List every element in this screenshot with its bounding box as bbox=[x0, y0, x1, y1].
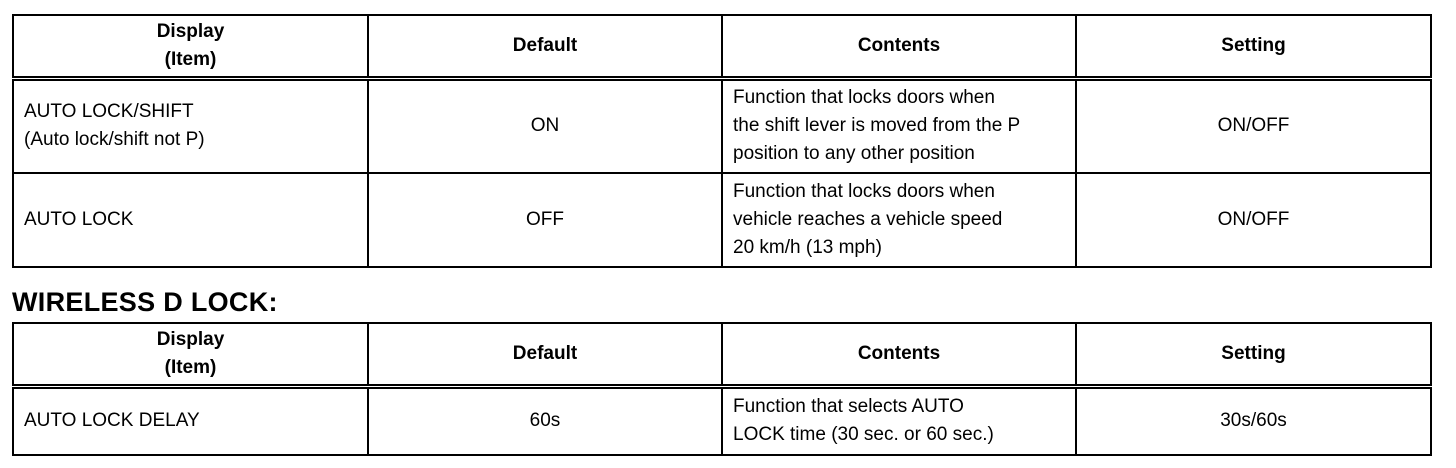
header-display-text: Display bbox=[156, 329, 225, 350]
display-item-name: AUTO LOCK bbox=[24, 208, 134, 230]
contents-line: the shift lever is moved from the P bbox=[733, 115, 1021, 137]
contents-line: LOCK time (30 sec. or 60 sec.) bbox=[733, 424, 994, 446]
display-item-cell bbox=[13, 79, 368, 173]
table-row bbox=[13, 173, 1431, 267]
setting-cell: ON/OFF bbox=[1076, 173, 1431, 267]
default-header: Default bbox=[368, 323, 722, 387]
wireless-door-lock-table bbox=[12, 322, 1432, 456]
contents-line: Function that locks doors when bbox=[733, 180, 995, 202]
contents-line: Function that selects AUTO bbox=[733, 396, 964, 418]
setting-cell: 30s/60s bbox=[1076, 387, 1431, 455]
header-display-text: Display bbox=[156, 21, 225, 42]
contents-line: Function that locks doors when bbox=[733, 87, 995, 109]
contents-cell bbox=[722, 79, 1076, 173]
default-cell: OFF bbox=[368, 173, 722, 267]
display-item-cell bbox=[13, 387, 368, 455]
contents-line: position to any other position bbox=[733, 143, 975, 165]
display-item-header bbox=[13, 15, 368, 79]
setting-header: Setting bbox=[1076, 15, 1431, 79]
table-header-row bbox=[13, 15, 1431, 79]
contents-line: vehicle reaches a vehicle speed bbox=[733, 208, 1003, 230]
default-header: Default bbox=[368, 15, 722, 79]
contents-line: 20 km/h (13 mph) bbox=[733, 236, 882, 258]
table-row bbox=[13, 387, 1431, 455]
display-item-name: AUTO LOCK/SHIFT bbox=[24, 101, 194, 123]
contents-header: Contents bbox=[722, 323, 1076, 387]
display-item-header bbox=[13, 323, 368, 387]
display-item-name: AUTO LOCK DELAY bbox=[24, 410, 200, 432]
table-row bbox=[13, 79, 1431, 173]
setting-header: Setting bbox=[1076, 323, 1431, 387]
header-item-text: (Item) bbox=[164, 49, 217, 70]
table-header-row bbox=[13, 323, 1431, 387]
contents-cell bbox=[722, 387, 1076, 455]
display-item-note: (Auto lock/shift not P) bbox=[24, 129, 205, 151]
header-item-text: (Item) bbox=[164, 357, 217, 378]
lock-settings-table bbox=[12, 14, 1432, 268]
default-cell: ON bbox=[368, 79, 722, 173]
contents-header: Contents bbox=[722, 15, 1076, 79]
setting-cell: ON/OFF bbox=[1076, 79, 1431, 173]
display-item-cell bbox=[13, 173, 368, 267]
wireless-door-lock-title: WIRELESS D LOCK: bbox=[12, 287, 278, 317]
contents-cell bbox=[722, 173, 1076, 267]
default-cell: 60s bbox=[368, 387, 722, 455]
